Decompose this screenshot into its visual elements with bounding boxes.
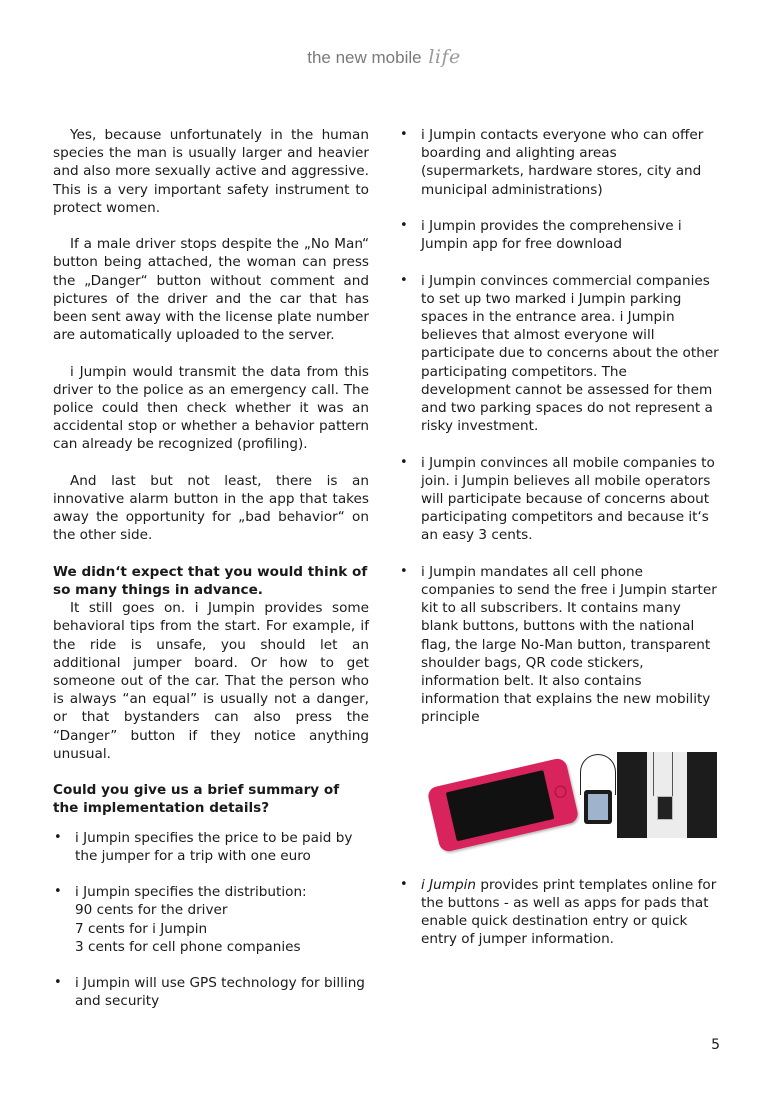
list-item <box>399 876 719 949</box>
tablet-screen <box>588 794 608 820</box>
brand-name: i Jumpin <box>421 876 476 893</box>
list-item-text: i Jumpin specifies the price to be paid by the jumper for a trip with one euro <box>75 829 353 864</box>
templates-list <box>399 876 719 949</box>
list-item <box>399 454 719 545</box>
implementation-list <box>399 126 719 727</box>
list-item <box>53 883 369 956</box>
list-item-text: i Jumpin provides the comprehensive i Jumpin app for free download <box>421 218 682 253</box>
list-item <box>53 829 369 865</box>
lanyard-device <box>657 796 673 820</box>
question-heading: Could you give us a brief summary of the implementation details? <box>53 782 340 817</box>
page-number: 5 <box>711 1037 720 1053</box>
list-item <box>399 126 719 199</box>
pink-phone-image <box>426 757 579 853</box>
paragraph: Yes, because unfortunately in the human species the man is usually larger and heavier and also more sexually active and aggressive. This is a very important safety instrument to protect women. <box>53 127 369 216</box>
distribution-line: 3 cents for cell phone companies <box>75 938 301 955</box>
summary-list <box>53 829 369 1011</box>
list-item <box>399 563 719 727</box>
paragraph: i Jumpin would transmit the data from this driver to the police as an emergency call. The police could then check whether it was an accidental stop or whether a behavior pattern can already be recognized (profiling). <box>53 363 369 453</box>
lanyard <box>653 752 673 796</box>
list-item <box>399 217 719 253</box>
question-heading: We didn‘t expect that you would think of so many things in advance. <box>53 563 368 599</box>
distribution-line: 90 cents for the driver <box>75 902 228 919</box>
list-item-text: i Jumpin mandates all cell phone companies to send the free i Jumpin starter kit to all subscribers. It contains many blank buttons, buttons with the national flag, the large No-Man button, transparent shoulder bags, QR code stickers, information belt. It also contains information that explains the new mobility principle <box>421 563 717 726</box>
left-column <box>53 126 369 1029</box>
list-item-text: • i Jumpin specifies the distribution: <box>75 884 307 901</box>
paragraph: It still goes on. i Jumpin provides some behavioral tips from the start. For example, if the ride is unsafe, you should let an additional jumper board. Or how to get someone out of the car. That the person who is always “an equal” is usually not a danger, or that bystanders can also press the “Danger” button if they notice anything unusual. <box>53 600 369 762</box>
list-item-text: provides print templates online for the buttons - as well as apps for pads that enable quick destination entry or quick entry of jumper information. <box>421 876 717 948</box>
phone-screen <box>446 770 555 841</box>
list-item-text: i Jumpin will use GPS technology for billing and security <box>75 975 365 1010</box>
list-item <box>53 974 369 1010</box>
tablet-in-bag-image <box>584 790 612 824</box>
header-title: the new mobile <box>307 48 422 67</box>
person-with-lanyard-image <box>617 752 717 838</box>
right-column <box>399 126 719 967</box>
list-item-text: i Jumpin convinces all mobile companies to join. i Jumpin believes all mobile operators will participate because of concerns about participating competitors and because it‘s an easy 3 cents. <box>421 454 715 544</box>
list-item-text: i Jumpin convinces commercial companies to set up two marked i Jumpin parking spaces in the entrance area. i Jumpin believes that almost everyone will participate due to concerns about the other participating competitors. The development cannot be assessed for them and two parking spaces do not represent a risky investment. <box>421 272 719 435</box>
starter-kit-photo <box>422 752 717 838</box>
paragraph: And last but not least, there is an innovative alarm button in the app that takes away the opportunity for „bad behavior“ on the other side. <box>53 472 369 544</box>
paragraph: If a male driver stops despite the „No Man“ button being attached, the woman can press the „Danger“ button without comment and pictures of the driver and the car that has been sent away with the license plate number are automatically uploaded to the server. <box>53 236 369 344</box>
running-header <box>0 46 768 68</box>
list-item-text: i Jumpin contacts everyone who can offer boarding and alighting areas (supermarkets, hardware stores, city and municipal administrations) <box>421 127 704 198</box>
distribution-line: 7 cents for i Jumpin <box>75 920 208 937</box>
header-title-script: life <box>428 46 461 68</box>
lanyard-cord <box>580 754 616 795</box>
phone-home-button <box>553 784 567 798</box>
list-item <box>399 272 719 436</box>
